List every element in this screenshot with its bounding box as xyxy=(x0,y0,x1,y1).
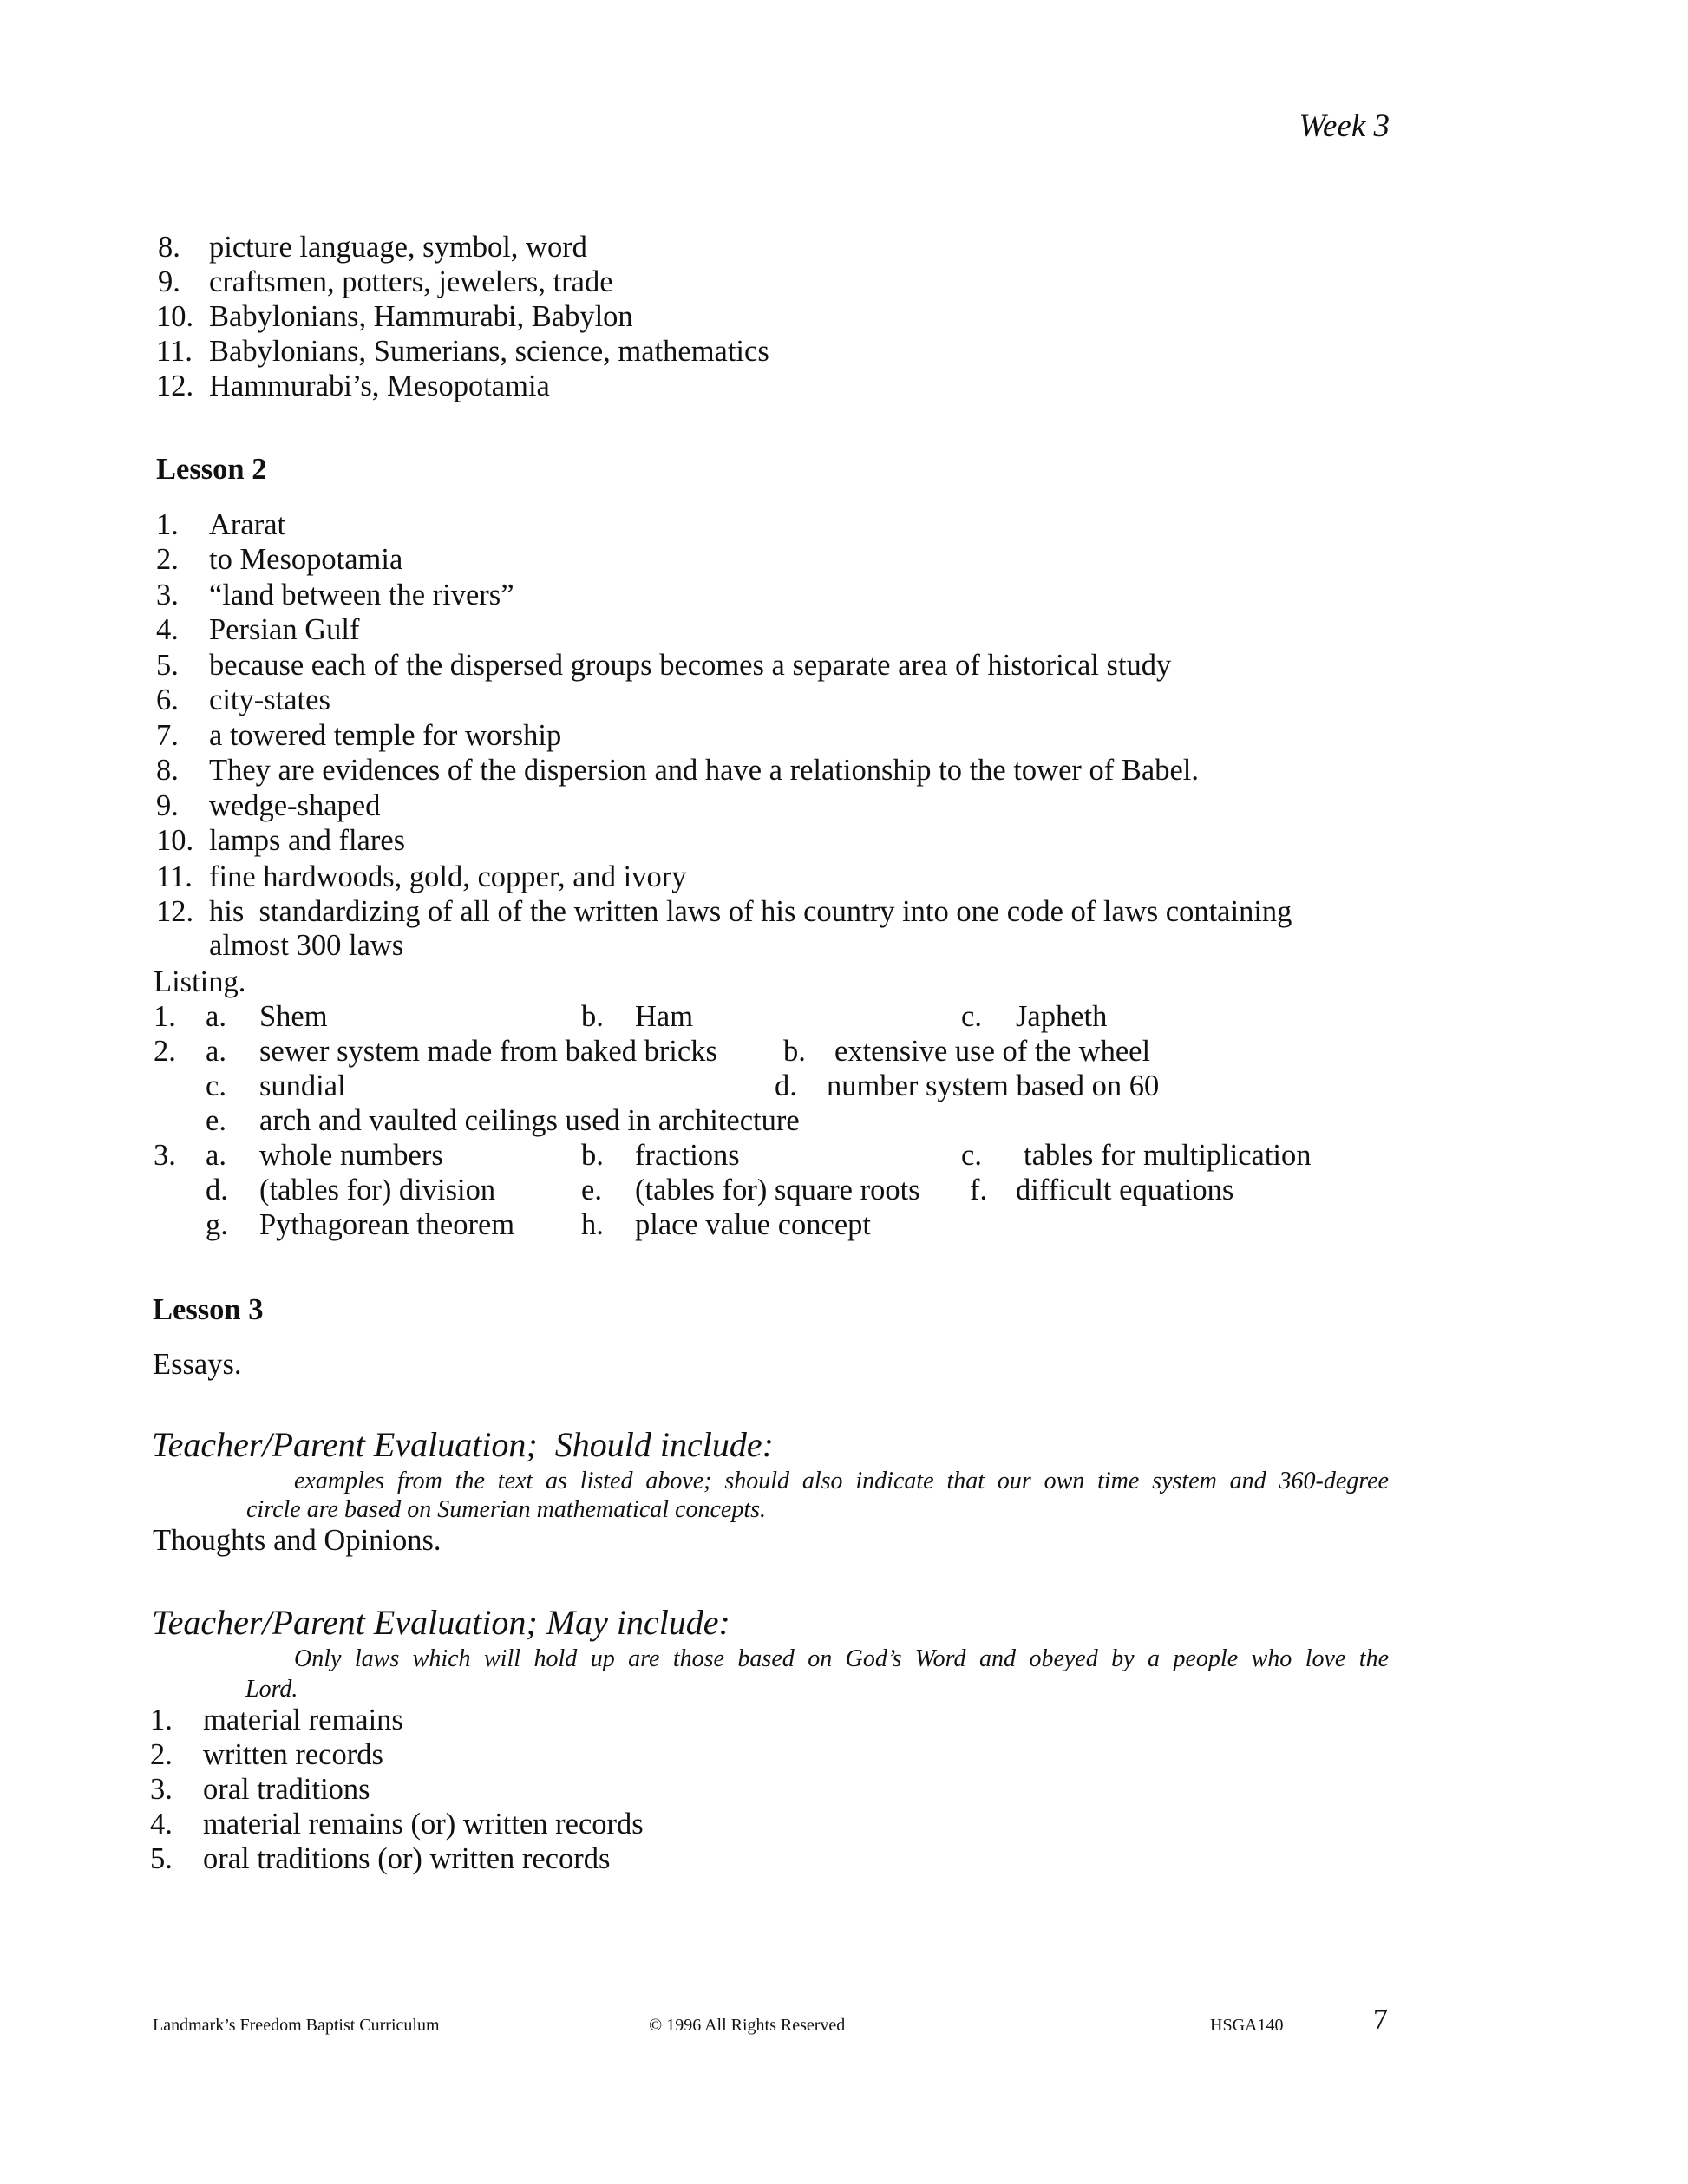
sub-letter: d. xyxy=(206,1174,228,1206)
evaluation-note-line: circle are based on Sumerian mathematical concepts. xyxy=(246,1496,767,1523)
item-text: his standardizing of all of the written laws of his country into one code of laws containing xyxy=(209,895,1292,928)
list-item-continuation: almost 300 laws xyxy=(209,929,404,962)
sub-text: Pythagorean theorem xyxy=(259,1208,515,1241)
item-number: 10. xyxy=(156,824,194,857)
item-number: 12. xyxy=(156,369,194,402)
item-number: 1. xyxy=(156,508,179,541)
sub-letter: f. xyxy=(970,1174,988,1206)
item-number: 10. xyxy=(156,300,194,333)
group-number: 3. xyxy=(154,1139,176,1172)
footer-publisher: Landmark’s Freedom Baptist Curriculum xyxy=(153,2016,440,2035)
sub-text: number system based on 60 xyxy=(827,1069,1160,1102)
sub-text: fractions xyxy=(635,1139,740,1172)
item-text: picture language, symbol, word xyxy=(209,231,587,264)
item-number: 8. xyxy=(158,231,180,264)
item-text: oral traditions xyxy=(203,1773,370,1806)
sub-text: place value concept xyxy=(635,1208,872,1241)
sub-text: sundial xyxy=(259,1069,346,1102)
sub-letter: a. xyxy=(206,1035,226,1068)
sub-text: (tables for) division xyxy=(259,1174,496,1206)
sub-letter: c. xyxy=(961,1139,982,1172)
item-number: 5. xyxy=(150,1842,173,1875)
sub-letter: e. xyxy=(581,1174,602,1206)
item-text: Babylonians, Hammurabi, Babylon xyxy=(209,300,633,333)
sub-text: tables for multiplication xyxy=(1024,1139,1312,1172)
sub-letter: c. xyxy=(961,1000,982,1033)
item-number: 11. xyxy=(156,860,193,893)
sub-text: Ham xyxy=(635,1000,694,1033)
item-text: They are evidences of the dispersion and have a relationship to the tower of Babel. xyxy=(209,754,1199,787)
sub-letter: b. xyxy=(581,1139,604,1172)
item-number: 12. xyxy=(156,895,194,928)
item-text: wedge-shaped xyxy=(209,789,381,822)
item-text: because each of the dispersed groups becomes a separate area of historical study xyxy=(209,649,1172,682)
lesson2-title: Lesson 2 xyxy=(156,453,267,486)
evaluation-heading-should: Teacher/Parent Evaluation; Should include: xyxy=(152,1425,774,1464)
sub-letter: d. xyxy=(775,1069,797,1102)
sub-text: extensive use of the wheel xyxy=(834,1035,1151,1068)
footer-copyright: © 1996 All Rights Reserved xyxy=(649,2016,846,2035)
item-number: 1. xyxy=(150,1703,173,1736)
page-number: 7 xyxy=(1373,2004,1388,2036)
evaluation-heading-may: Teacher/Parent Evaluation; May include: xyxy=(152,1603,730,1642)
item-text: city-states xyxy=(209,683,330,716)
sub-letter: h. xyxy=(581,1208,604,1241)
sub-text: sewer system made from baked bricks xyxy=(259,1035,717,1068)
item-text: to Mesopotamia xyxy=(209,543,403,576)
group-number: 1. xyxy=(154,1000,176,1033)
sub-text: Japheth xyxy=(1016,1000,1108,1033)
item-number: 2. xyxy=(156,543,179,576)
sub-letter: e. xyxy=(206,1104,226,1137)
item-text: craftsmen, potters, jewelers, trade xyxy=(209,265,613,298)
item-text: written records xyxy=(203,1738,383,1771)
evaluation-note-line: examples from the text as listed above; should also indicate that our own time system and 360-degree xyxy=(294,1469,1389,1494)
sub-letter: b. xyxy=(581,1000,604,1033)
sub-letter: b. xyxy=(783,1035,806,1068)
item-text: Hammurabi’s, Mesopotamia xyxy=(209,369,550,402)
item-text: oral traditions (or) written records xyxy=(203,1842,611,1875)
footer-code: HSGA140 xyxy=(1210,2016,1284,2035)
item-text: lamps and flares xyxy=(209,824,406,857)
item-number: 8. xyxy=(156,754,179,787)
item-text: a towered temple for worship xyxy=(209,719,562,752)
lesson3-title: Lesson 3 xyxy=(153,1293,264,1326)
item-number: 2. xyxy=(150,1738,173,1771)
item-number: 4. xyxy=(150,1808,173,1841)
item-number: 4. xyxy=(156,613,179,646)
group-number: 2. xyxy=(154,1035,176,1068)
thoughts-label: Thoughts and Opinions. xyxy=(153,1524,442,1557)
sub-text: Shem xyxy=(259,1000,328,1033)
sub-letter: a. xyxy=(206,1000,226,1033)
item-text: fine hardwoods, gold, copper, and ivory xyxy=(209,860,687,893)
item-number: 11. xyxy=(156,335,193,368)
item-text: material remains xyxy=(203,1703,403,1736)
item-text: “land between the rivers” xyxy=(209,579,514,611)
item-text: Babylonians, Sumerians, science, mathematics xyxy=(209,335,769,368)
item-number: 3. xyxy=(150,1773,173,1806)
sub-letter: c. xyxy=(206,1069,226,1102)
item-text: material remains (or) written records xyxy=(203,1808,644,1841)
evaluation-note-line: Only laws which will hold up are those based on God’s Word and obeyed by a people who love the xyxy=(294,1647,1389,1671)
item-text: Ararat xyxy=(209,508,286,541)
sub-text: whole numbers xyxy=(259,1139,443,1172)
sub-text: difficult equations xyxy=(1016,1174,1234,1206)
item-number: 3. xyxy=(156,579,179,611)
item-number: 9. xyxy=(158,265,180,298)
sub-text: arch and vaulted ceilings used in architecture xyxy=(259,1104,800,1137)
item-number: 5. xyxy=(156,649,179,682)
week-label: Week 3 xyxy=(1299,108,1390,144)
evaluation-note-line: Lord. xyxy=(245,1676,298,1703)
listing-label: Listing. xyxy=(154,965,246,998)
item-text: Persian Gulf xyxy=(209,613,360,646)
sub-letter: g. xyxy=(206,1208,228,1241)
item-number: 9. xyxy=(156,789,179,822)
item-number: 6. xyxy=(156,683,179,716)
essays-label: Essays. xyxy=(153,1348,242,1381)
sub-letter: a. xyxy=(206,1139,226,1172)
sub-text: (tables for) square roots xyxy=(635,1174,920,1206)
item-number: 7. xyxy=(156,719,179,752)
